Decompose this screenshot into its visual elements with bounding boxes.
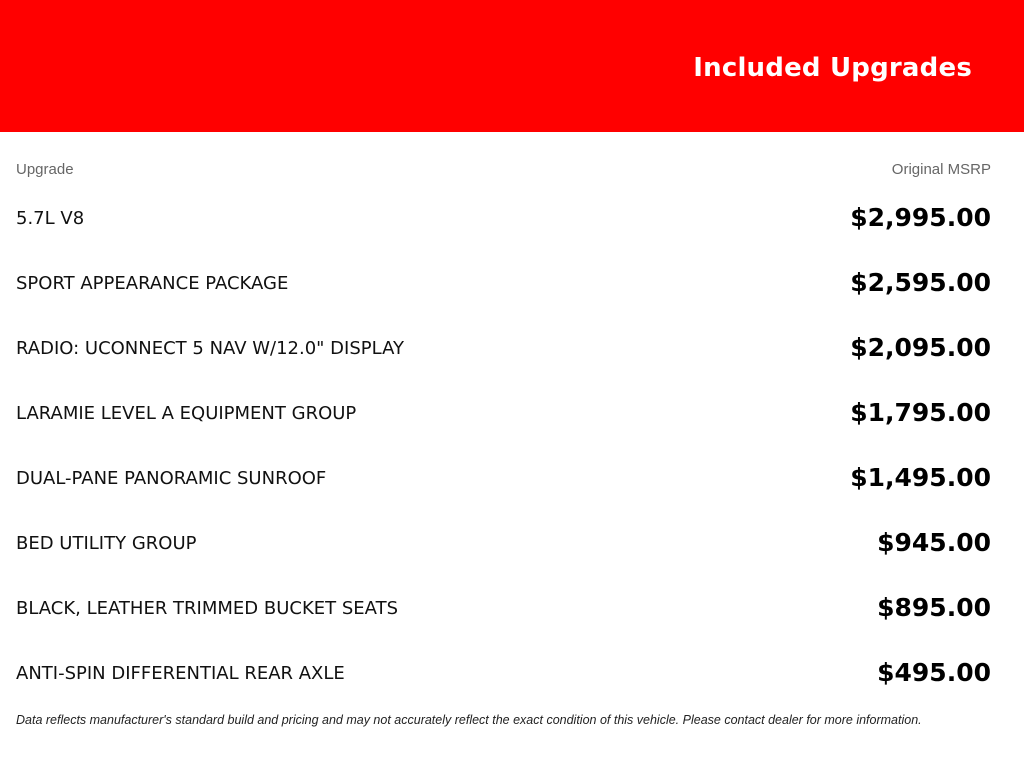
upgrade-row xyxy=(16,194,991,259)
upgrade-name: BLACK, LEATHER TRIMMED BUCKET SEATS xyxy=(16,598,398,619)
upgrade-price: $2,995.00 xyxy=(850,203,991,232)
header-banner xyxy=(0,0,1024,132)
upgrade-row xyxy=(16,519,991,584)
upgrade-name: BED UTILITY GROUP xyxy=(16,533,197,554)
upgrade-name: RADIO: UCONNECT 5 NAV W/12.0" DISPLAY xyxy=(16,338,404,359)
upgrade-price: $1,795.00 xyxy=(850,398,991,427)
upgrade-price: $495.00 xyxy=(877,658,991,687)
upgrade-price: $2,595.00 xyxy=(850,268,991,297)
upgrade-name: LARAMIE LEVEL A EQUIPMENT GROUP xyxy=(16,403,357,424)
upgrade-name: DUAL-PANE PANORAMIC SUNROOF xyxy=(16,468,327,489)
msrp-column-header: Original MSRP xyxy=(891,161,991,178)
upgrade-price: $2,095.00 xyxy=(850,333,991,362)
upgrade-row xyxy=(16,454,991,519)
page-title: Included Upgrades xyxy=(693,53,972,83)
upgrade-price: $895.00 xyxy=(877,593,991,622)
upgrade-row xyxy=(16,389,991,454)
upgrade-price: $1,495.00 xyxy=(850,463,991,492)
upgrade-name: 5.7L V8 xyxy=(16,208,85,229)
upgrade-row xyxy=(16,584,991,649)
upgrade-name: ANTI-SPIN DIFFERENTIAL REAR AXLE xyxy=(16,663,345,684)
upgrade-row xyxy=(16,324,991,389)
upgrade-row xyxy=(16,649,991,714)
pricing-disclaimer: Data reflects manufacturer's standard build and pricing and may not accurately reflect the exact condition of this vehicle. Please contact dealer for more information. xyxy=(16,713,922,727)
upgrade-price: $945.00 xyxy=(877,528,991,557)
upgrade-row xyxy=(16,259,991,324)
upgrade-column-header: Upgrade xyxy=(16,161,74,178)
upgrade-name: SPORT APPEARANCE PACKAGE xyxy=(16,273,289,294)
upgrades-list xyxy=(16,194,991,714)
